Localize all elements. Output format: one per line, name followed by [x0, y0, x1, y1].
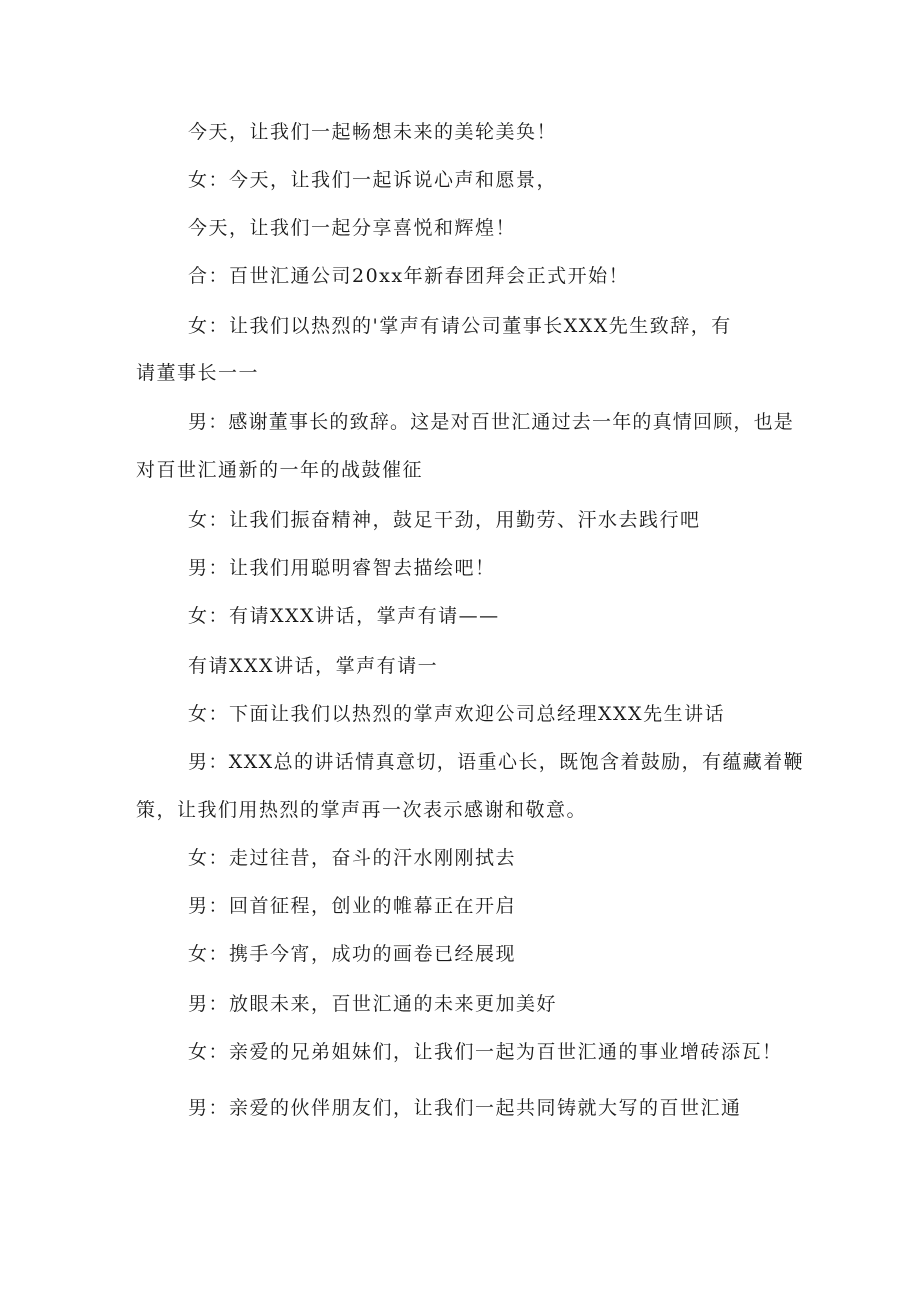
paragraph-line: 女：携手今宵，成功的画卷已经展现	[188, 943, 517, 965]
paragraph-line: 女：走过往昔，奋斗的汗水刚刚拭去	[188, 847, 517, 869]
paragraph-line: 合：百世汇通公司20xx年新春团拜会正式开始！	[188, 265, 630, 287]
paragraph-line: 男：亲爱的伙伴朋友们，让我们一起共同铸就大写的百世汇通	[188, 1097, 742, 1119]
paragraph-line: 女：亲爱的兄弟姐妹们，让我们一起为百世汇通的事业增砖添瓦！	[188, 1041, 783, 1063]
paragraph-line: 有请XXX讲话，掌声有请一	[188, 655, 439, 677]
paragraph-line: 女：今天，让我们一起诉说心声和愿景，	[188, 169, 558, 191]
paragraph-line: 女：下面让我们以热烈的掌声欢迎公司总经理XXX先生讲话	[188, 703, 726, 725]
paragraph-line: 对百世汇通新的一年的战鼓催征	[136, 459, 424, 481]
paragraph-line: 策，让我们用热烈的掌声再一次表示感谢和敬意。	[136, 799, 588, 821]
paragraph-line: 男：回首征程，创业的帷幕正在开启	[188, 895, 517, 917]
paragraph-line: 今天，让我们一起畅想未来的美轮美奂！	[188, 121, 558, 143]
paragraph-line: 请董事长一一	[136, 362, 260, 384]
paragraph-line: 女：有请XXX讲话，掌声有请——	[188, 605, 500, 627]
paragraph-line: 女：让我们以热烈的'掌声有请公司董事长XXX先生致辞，有	[188, 315, 732, 337]
paragraph-line: 男：感谢董事长的致辞。这是对百世汇通过去一年的真情回顾，也是	[188, 411, 795, 433]
paragraph-line: 今天，让我们一起分享喜悦和辉煌！	[188, 217, 517, 239]
paragraph-line: 男：XXX总的讲话情真意切，语重心长，既饱含着鼓励，有蕴藏着鞭	[188, 751, 804, 773]
paragraph-line: 男：放眼未来，百世汇通的未来更加美好	[188, 993, 558, 1015]
paragraph-line: 男：让我们用聪明睿智去描绘吧！	[188, 557, 496, 579]
paragraph-line: 女：让我们振奋精神，鼓足干劲，用勤劳、汗水去践行吧	[188, 509, 701, 531]
